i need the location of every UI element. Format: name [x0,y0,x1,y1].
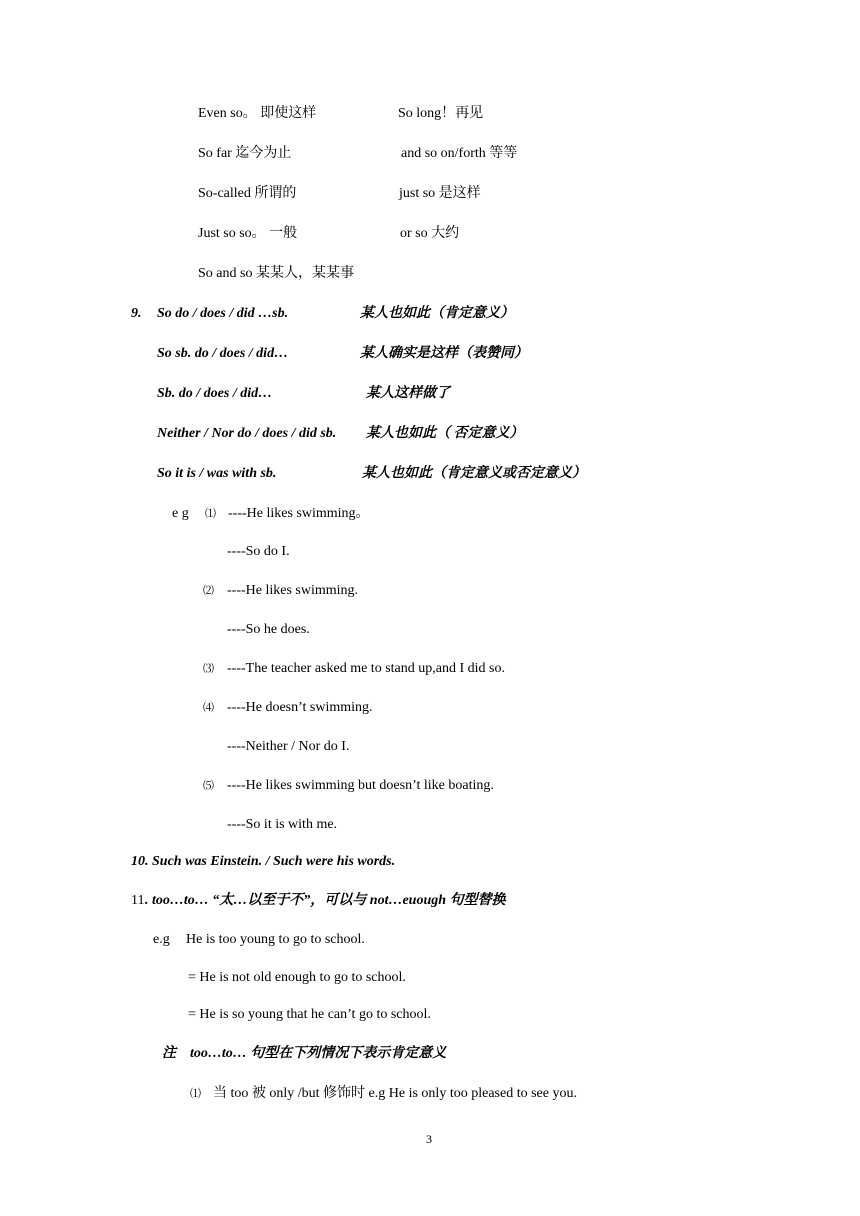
example-3-line1: ----The teacher asked me to stand up,and I did so. [227,661,505,676]
phrase-left-4: Just so so。 一般 [198,226,298,241]
phrase-right-3: just so 是这样 [399,186,481,201]
note-text: too…to… 句型在下列情况下表示肯定意义 [190,1046,447,1061]
phrase-right-4: or so 大约 [400,226,460,241]
example-2-line1: ----He likes swimming. [227,583,359,598]
example-5-line1: ----He likes swimming but doesn’t like boating. [227,778,494,793]
sentence-3: = He is so young that he can’t go to school. [188,1007,431,1022]
phrase-left-5: So and so 某某人，某某事 [198,266,354,281]
pattern-en-4: Neither / Nor do / does / did sb. [157,426,337,441]
case-1-text: 当 too 被 only /but 修饰时 e.g He is only too pleased to see you. [213,1086,577,1101]
phrase-left-1: Even so。 即使这样 [198,106,317,121]
example-4-line2: ----Neither / Nor do I. [227,739,350,754]
example-1-line2: ----So do I. [227,544,290,559]
example-number-5: ⑸ [203,780,214,792]
section11-heading: . too…to… “太…以至于不”，可以与 not…euough 句型替换 [145,893,506,908]
pattern-zh-1: 某人也如此（肯定意义） [360,306,514,321]
pattern-en-1: So do / does / did …sb. [157,306,289,321]
pattern-en-2: So sb. do / does / did… [157,346,289,361]
section11-eg-label: e.g [153,932,170,947]
example-number-3: ⑶ [203,663,214,675]
pattern-zh-4: 某人也如此（ 否定意义） [366,426,524,441]
pattern-zh-5: 某人也如此（肯定意义或否定意义） [362,466,586,481]
example-4-line1: ----He doesn’t swimming. [227,700,373,715]
page-number: 3 [426,1132,432,1146]
sentence-1: He is too young to go to school. [186,932,365,947]
example-number-4: ⑷ [203,702,214,714]
pattern-zh-2: 某人确实是这样（表赞同） [360,346,528,361]
phrase-right-1: So long！再见 [398,106,484,121]
section9-number: 9. [131,306,142,321]
phrase-left-3: So-called 所谓的 [198,186,297,201]
sentence-2: = He is not old enough to go to school. [188,970,406,985]
pattern-en-3: Sb. do / does / did… [157,386,273,401]
section11-number: 11 [131,893,145,908]
eg-label: e g [172,506,189,521]
section10-heading: 10. Such was Einstein. / Such were his words. [131,854,396,869]
note-label: 注 [162,1046,176,1061]
pattern-zh-3: 某人这样做了 [366,386,450,401]
phrase-left-2: So far 迄今为止 [198,146,292,161]
example-5-line2: ----So it is with me. [227,817,338,832]
example-2-line2: ----So he does. [227,622,310,637]
example-1-line1: ----He likes swimming。 [228,506,370,521]
example-number-1: ⑴ [205,508,216,520]
pattern-en-5: So it is / was with sb. [157,466,277,481]
phrase-right-2: and so on/forth 等等 [401,146,518,161]
example-number-2: ⑵ [203,585,214,597]
case-number-1: ⑴ [190,1088,201,1100]
